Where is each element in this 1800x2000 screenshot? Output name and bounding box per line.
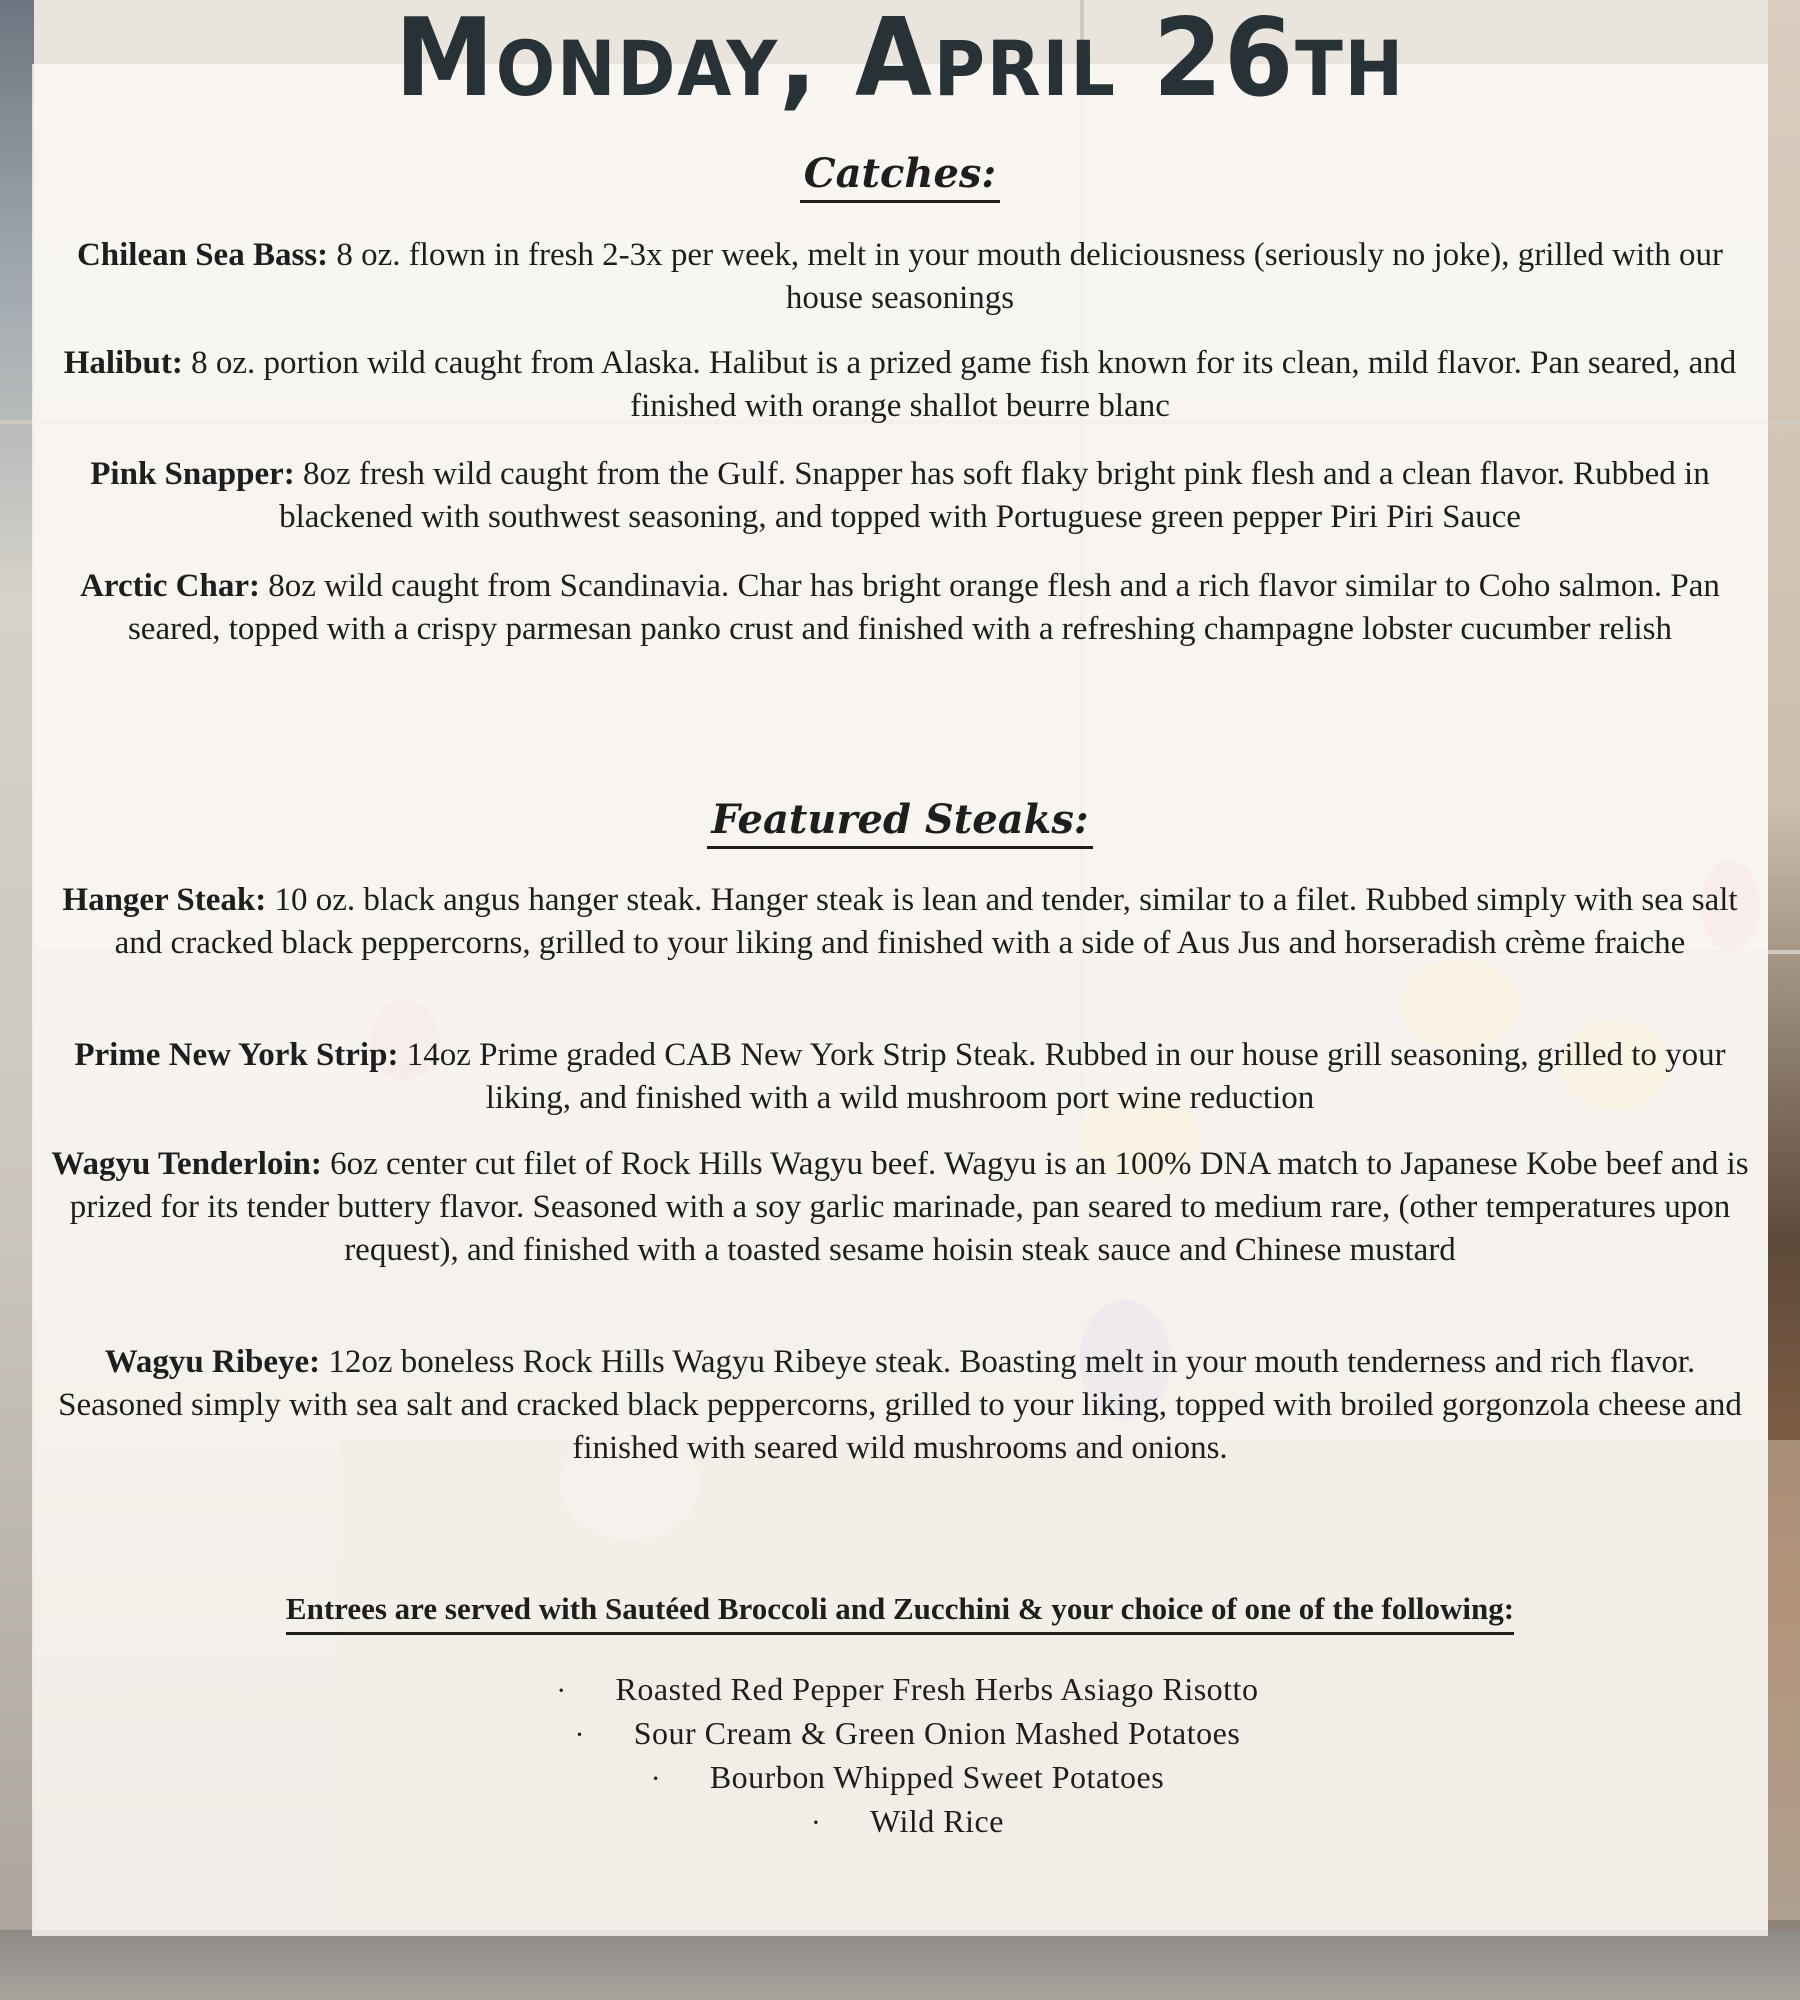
menu-item-description: 6oz center cut filet of Rock Hills Wagyu beef. Wagyu is an 100% DNA match to Japanese Kobe beef and is prized for its tender buttery flavor. Seasoned with a soy garlic marinade, pan seared to medium rare, (other temperatures upon request), and finished with a toasted sesame hoisin steak sauce and Chinese mustard bbox=[69, 1146, 1749, 1268]
menu-item-chilean-sea-bass bbox=[44, 234, 1756, 320]
side-option bbox=[0, 1712, 1800, 1756]
menu-item-name: Wagyu Tenderloin: bbox=[51, 1146, 322, 1182]
menu-item-wagyu-tenderloin bbox=[44, 1143, 1756, 1272]
menu-date-title: Monday, April 26th bbox=[394, 0, 1405, 121]
menu-item-pink-snapper bbox=[44, 453, 1756, 539]
side-option-label: Roasted Red Pepper Fresh Herbs Asiago Risotto bbox=[615, 1671, 1259, 1707]
menu-item-name: Wagyu Ribeye: bbox=[104, 1344, 321, 1380]
menu-item-description: 8 oz. portion wild caught from Alaska. Halibut is a prized game fish known for its clean, mild flavor. Pan seared, and finished with orange shallot beurre blanc bbox=[182, 345, 1737, 424]
menu-item-arctic-char bbox=[44, 565, 1756, 651]
side-option-label: Wild Rice bbox=[870, 1803, 1004, 1839]
menu-item-name: Arctic Char: bbox=[80, 568, 260, 604]
menu-item-description: 8oz wild caught from Scandinavia. Char has bright orange flesh and a rich flavor similar to Coho salmon. Pan seared, topped with a crispy parmesan panko crust and finished with a refreshing champagne lobster cucumber relish bbox=[127, 568, 1720, 647]
catches-heading-text: Catches: bbox=[800, 150, 1000, 203]
menu-item-halibut bbox=[44, 342, 1756, 428]
menu-item-name: Pink Snapper: bbox=[90, 456, 295, 492]
bullet-icon: · bbox=[574, 1718, 585, 1751]
menu-item-name: Prime New York Strip: bbox=[74, 1037, 399, 1073]
menu-item-description: 14oz Prime graded CAB New York Strip Steak. Rubbed in our house grill seasoning, grilled to your liking, and finished with a wild mushroom port wine reduction bbox=[398, 1037, 1726, 1116]
side-option bbox=[0, 1756, 1800, 1800]
side-option-label: Bourbon Whipped Sweet Potatoes bbox=[709, 1759, 1165, 1795]
catches-heading bbox=[0, 150, 1800, 203]
menu-item-wagyu-ribeye bbox=[44, 1341, 1756, 1470]
menu-item-hanger-steak bbox=[44, 879, 1756, 965]
featured-steaks-heading-text: Featured Steaks: bbox=[707, 796, 1092, 849]
menu-item-description: 8oz fresh wild caught from the Gulf. Snapper has soft flaky bright pink flesh and a clean flavor. Rubbed in blackened with southwest seasoning, and topped with Portuguese green pepper Piri Piri Sauce bbox=[279, 456, 1710, 535]
menu-item-description: 12oz boneless Rock Hills Wagyu Ribeye steak. Boasting melt in your mouth tenderness and rich flavor. Seasoned simply with sea salt and cracked black peppercorns, grilled to your liking, topped with broiled gorgonzola cheese and finished with seared wild mushrooms and onions. bbox=[58, 1344, 1742, 1466]
sides-heading bbox=[0, 1588, 1800, 1635]
background-sidewalk bbox=[0, 1930, 1800, 2000]
menu-item-name: Chilean Sea Bass: bbox=[76, 237, 329, 273]
menu-item-description: 10 oz. black angus hanger steak. Hanger steak is lean and tender, similar to a filet. Rubbed simply with sea salt and cracked black peppercorns, grilled to your liking and finished with a side of Aus Jus and horseradish crème fraiche bbox=[114, 882, 1738, 961]
sides-list bbox=[0, 1668, 1800, 1844]
featured-steaks-heading bbox=[0, 796, 1800, 849]
menu-item-name: Hanger Steak: bbox=[62, 882, 267, 918]
side-option bbox=[0, 1668, 1800, 1712]
menu-item-prime-new-york-strip bbox=[44, 1034, 1756, 1120]
side-option-label: Sour Cream & Green Onion Mashed Potatoes bbox=[633, 1715, 1241, 1751]
sides-heading-text: Entrees are served with Sautéed Broccoli and Zucchini & your choice of one of the following: bbox=[286, 1588, 1514, 1635]
bullet-icon: · bbox=[810, 1806, 822, 1839]
bullet-icon: · bbox=[556, 1674, 567, 1707]
bullet-icon: · bbox=[650, 1762, 662, 1795]
menu-item-name: Halibut: bbox=[63, 345, 183, 381]
side-option bbox=[0, 1800, 1800, 1844]
menu-item-description: 8 oz. flown in fresh 2-3x per week, melt in your mouth deliciousness (seriously no joke), grilled with our house seasonings bbox=[328, 237, 1724, 316]
